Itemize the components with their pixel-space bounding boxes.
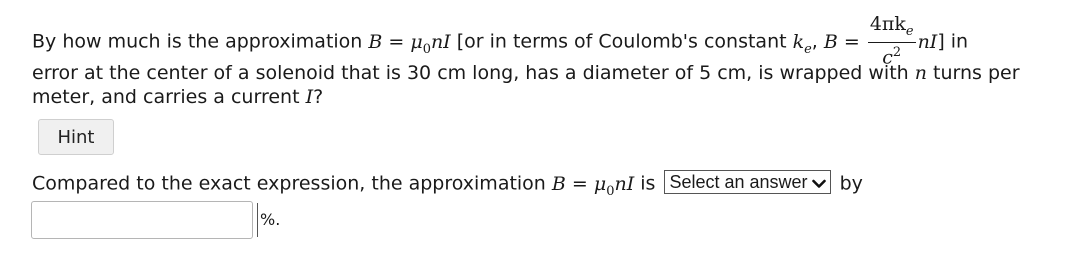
chevron-down-icon [812, 172, 826, 194]
select-value: Select an answer [669, 172, 808, 192]
question-line-2: error at the center of a solenoid that is 30 cm long, has a diameter of 5 cm, is wrapped with n turns per [32, 62, 1020, 84]
equation-approx: $B = \mu_0nI$ [368, 30, 451, 57]
question-line-3: meter, and carries a current I? [32, 86, 324, 108]
answer-select[interactable] [664, 170, 830, 194]
percent-input[interactable] [31, 201, 253, 239]
question-text: ] in [937, 30, 969, 53]
equation-coulomb: B = $\frac{4\pi k_e}{c^2}$ nI [823, 13, 938, 69]
answer-line: Compared to the exact expression, the approximation $B = \mu_0nI$ is Select an answer by [32, 172, 863, 199]
question-text: By how much is the approximation [32, 30, 369, 53]
hint-button[interactable]: Hint [38, 119, 114, 155]
percent-unit: %. [257, 203, 280, 237]
coulomb-constant: $k_e$ [792, 30, 812, 57]
fraction: $\frac{4\pi k_e}{c^2}$ [869, 13, 914, 69]
equation-approx: $B = \mu_0nI$ [551, 172, 635, 199]
question-line-1: By how much is the approximation $B = \mu_0nI$ [or in terms of Coulomb's constant $k_e$, B = $\frac{4\pi k_e}{c^2}$ nI] in [32, 13, 969, 69]
question-text: [or in terms of Coulomb's constant [450, 30, 793, 53]
